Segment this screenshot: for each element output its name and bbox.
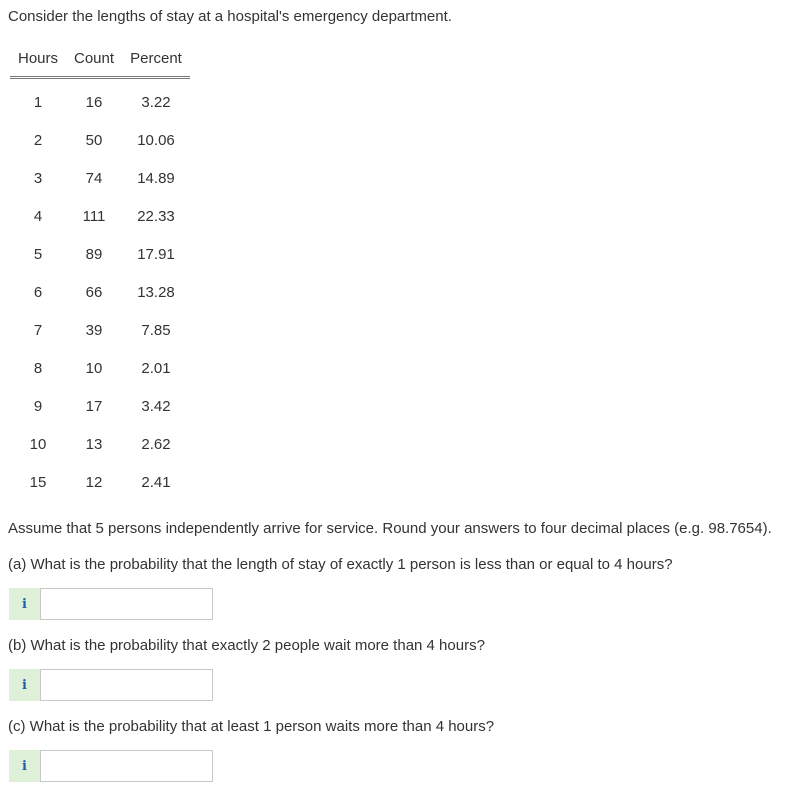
- cell-count: 89: [85, 245, 103, 263]
- header-hours: Hours: [10, 44, 66, 78]
- cell-count: 66: [85, 283, 103, 301]
- answer-b-input[interactable]: [40, 669, 213, 701]
- cell-hours: 4: [33, 207, 43, 225]
- cell-hours: 15: [29, 473, 47, 491]
- cell-hours: 10: [29, 435, 47, 453]
- cell-count: 16: [85, 93, 103, 111]
- cell-count: 74: [85, 169, 103, 187]
- question-b-text: (b) What is the probability that exactly 2 people wait more than 4 hours?: [8, 637, 485, 654]
- table-row: [10, 425, 190, 463]
- info-icon[interactable]: i: [9, 588, 40, 620]
- cell-percent: 14.89: [137, 169, 175, 187]
- assumption-text: Assume that 5 persons independently arrive for service. Round your answers to four decimal places (e.g. 98.7654).: [8, 520, 772, 537]
- answer-c-group: [9, 750, 213, 782]
- cell-count: 50: [85, 131, 103, 149]
- header-percent: Percent: [122, 44, 190, 78]
- table-row: [10, 311, 190, 349]
- cell-percent: 3.42: [141, 397, 171, 415]
- question-c-text: (c) What is the probability that at least 1 person waits more than 4 hours?: [8, 718, 495, 735]
- table-row: [10, 197, 190, 235]
- cell-hours: 8: [33, 359, 43, 377]
- cell-percent: 22.33: [137, 207, 175, 225]
- cell-hours: 3: [33, 169, 43, 187]
- cell-percent: 3.22: [141, 93, 171, 111]
- cell-percent: 2.41: [141, 473, 171, 491]
- table-header-row: [10, 44, 190, 78]
- cell-percent: 13.28: [137, 283, 175, 301]
- table-row: [10, 349, 190, 387]
- cell-hours: 1: [33, 93, 43, 111]
- table-row: [10, 78, 190, 122]
- cell-hours: 6: [33, 283, 43, 301]
- answer-b-group: [9, 669, 213, 701]
- cell-percent: 2.01: [141, 359, 171, 377]
- table-row: [10, 273, 190, 311]
- cell-count: 13: [85, 435, 103, 453]
- cell-count: 39: [85, 321, 103, 339]
- header-count: Count: [66, 44, 122, 78]
- info-icon[interactable]: i: [9, 669, 40, 701]
- cell-hours: 5: [33, 245, 43, 263]
- table-row: [10, 387, 190, 425]
- answer-a-group: [9, 588, 213, 620]
- cell-percent: 17.91: [137, 245, 175, 263]
- cell-percent: 7.85: [141, 321, 171, 339]
- table-row: [10, 235, 190, 273]
- table-row: [10, 159, 190, 197]
- cell-hours: 2: [33, 131, 43, 149]
- info-icon[interactable]: i: [9, 750, 40, 782]
- answer-a-input[interactable]: [40, 588, 213, 620]
- cell-percent: 2.62: [141, 435, 171, 453]
- table-row: [10, 463, 190, 501]
- cell-hours: 9: [33, 397, 43, 415]
- question-a-text: (a) What is the probability that the length of stay of exactly 1 person is less than or equal to 4 hours?: [8, 556, 673, 573]
- cell-count: 17: [85, 397, 103, 415]
- answer-c-input[interactable]: [40, 750, 213, 782]
- problem-intro: Consider the lengths of stay at a hospital's emergency department.: [8, 8, 452, 25]
- cell-count: 111: [82, 207, 106, 225]
- cell-hours: 7: [33, 321, 43, 339]
- cell-percent: 10.06: [137, 131, 175, 149]
- table-row: [10, 121, 190, 159]
- cell-count: 10: [85, 359, 103, 377]
- length-of-stay-table: [10, 44, 190, 501]
- cell-count: 12: [85, 473, 103, 491]
